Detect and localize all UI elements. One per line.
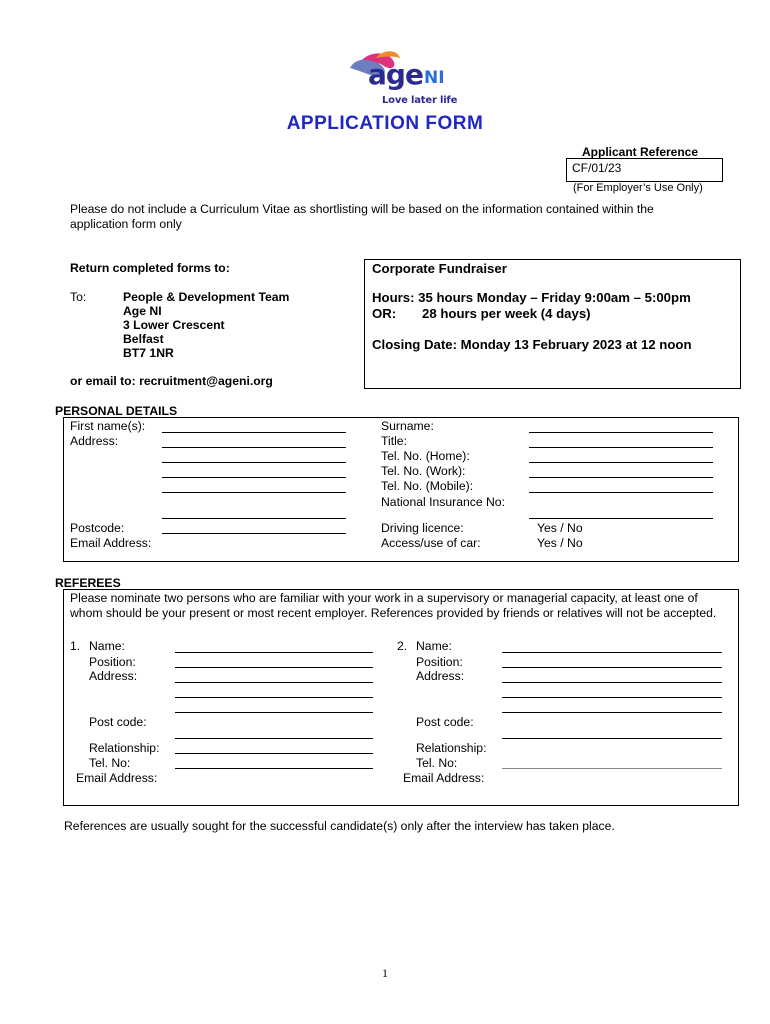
title-input-line[interactable] xyxy=(529,447,713,448)
referee-1-relationship-label: Relationship: xyxy=(89,741,160,755)
referee-2-name-label: Name: xyxy=(416,639,452,653)
referee-1-address-input-line[interactable] xyxy=(175,697,373,698)
referee-1-postcode-label: Post code: xyxy=(89,715,147,729)
referee-1-email-label: Email Address: xyxy=(76,771,158,785)
referee-1-name-input-line[interactable] xyxy=(175,652,373,653)
referee-2-name-input-line[interactable] xyxy=(502,652,722,653)
return-heading: Return completed forms to: xyxy=(70,261,230,275)
car-access-label: Access/use of car: xyxy=(381,536,481,550)
tel-mobile-input-line[interactable] xyxy=(529,492,713,493)
referee-1-email-input-line[interactable] xyxy=(175,768,373,769)
surname-input-line[interactable] xyxy=(529,432,713,433)
address-line: BT7 1NR xyxy=(123,346,174,360)
logo-brand: age xyxy=(368,58,423,91)
postcode-input-line[interactable] xyxy=(162,518,346,519)
job-title: Corporate Fundraiser xyxy=(372,261,507,276)
page-number: 1 xyxy=(382,966,388,980)
referee-2-address-input-line[interactable] xyxy=(502,682,722,683)
tel-home-label: Tel. No. (Home): xyxy=(381,449,470,463)
postcode-label: Postcode: xyxy=(70,521,125,535)
page-title: APPLICATION FORM xyxy=(286,113,484,134)
address-input-line[interactable] xyxy=(162,492,346,493)
referee-1-tel-label: Tel. No: xyxy=(89,756,131,770)
car-access-yes-no[interactable]: Yes / No xyxy=(537,536,583,550)
referee-2-number: 2. xyxy=(397,639,408,653)
referee-2-postcode-label: Post code: xyxy=(416,715,474,729)
referee-1-tel-input-line[interactable] xyxy=(175,753,373,754)
referee-1-name-label: Name: xyxy=(89,639,125,653)
ni-number-input-line[interactable] xyxy=(529,518,713,519)
applicant-reference-field[interactable]: CF/01/23 xyxy=(566,158,723,182)
address-line: Belfast xyxy=(123,332,164,346)
referee-2-relationship-label: Relationship: xyxy=(416,741,487,755)
address-line: 3 Lower Crescent xyxy=(123,318,225,332)
tel-work-input-line[interactable] xyxy=(529,477,713,478)
referee-1-number: 1. xyxy=(70,639,81,653)
referee-1-address-label: Address: xyxy=(89,669,138,683)
email-return-line[interactable]: or email to: recruitment@ageni.org xyxy=(70,374,273,388)
referees-heading: REFEREES xyxy=(55,576,121,590)
referee-2-address-input-line[interactable] xyxy=(502,697,722,698)
referee-2-tel-label: Tel. No: xyxy=(416,756,458,770)
driving-licence-label: Driving licence: xyxy=(381,521,464,535)
personal-details-heading: PERSONAL DETAILS xyxy=(55,404,178,418)
tel-home-input-line[interactable] xyxy=(529,462,713,463)
referees-instructions: Please nominate two persons who are familiar with your work in a supervisory or managerial capacity, at least one of whom should be your present or most recent employer. References provided by friends or relatives will not be accepted. xyxy=(70,591,717,620)
driving-licence-yes-no[interactable]: Yes / No xyxy=(537,521,583,535)
ni-number-label: National Insurance No: xyxy=(381,495,505,509)
referee-2-position-label: Position: xyxy=(416,655,463,669)
first-names-input-line[interactable] xyxy=(162,432,346,433)
address-line: People & Development Team xyxy=(123,290,290,304)
address-line: Age NI xyxy=(123,304,162,318)
intro-text: Please do not include a Curriculum Vitae as shortlisting will be based on the information contained within the application form only xyxy=(70,202,654,231)
address-input-line[interactable] xyxy=(162,477,346,478)
address-label: Address: xyxy=(70,434,119,448)
referee-2-email-label: Email Address: xyxy=(403,771,485,785)
applicant-reference-label: Applicant Reference xyxy=(582,145,699,159)
referee-2-position-input-line[interactable] xyxy=(502,667,722,668)
referee-2-address-label: Address: xyxy=(416,669,465,683)
referee-1-relationship-input-line[interactable] xyxy=(175,738,373,739)
address-input-line[interactable] xyxy=(162,462,346,463)
referee-1-position-input-line[interactable] xyxy=(175,667,373,668)
to-label: To: xyxy=(70,290,87,304)
first-names-label: First name(s): xyxy=(70,419,146,433)
closing-date: Closing Date: Monday 13 February 2023 at 12 noon xyxy=(372,337,692,352)
referee-2-postcode-input-line[interactable] xyxy=(502,712,722,713)
referee-1-position-label: Position: xyxy=(89,655,136,669)
referee-2-relationship-input-line[interactable] xyxy=(502,738,722,739)
logo-tagline: Love later life xyxy=(382,95,458,106)
title-label: Title: xyxy=(381,434,407,448)
tel-mobile-label: Tel. No. (Mobile): xyxy=(381,479,474,493)
email-label: Email Address: xyxy=(70,536,152,550)
references-footnote: References are usually sought for the successful candidate(s) only after the interview has taken place. xyxy=(64,819,615,833)
logo-region: NI xyxy=(424,68,445,88)
surname-label: Surname: xyxy=(381,419,434,433)
email-input-line[interactable] xyxy=(162,533,346,534)
address-input-line[interactable] xyxy=(162,447,346,448)
job-hours: Hours: 35 hours Monday – Friday 9:00am – 5:00pm xyxy=(372,290,691,305)
referee-2-tel-input-line[interactable] xyxy=(502,768,722,769)
job-or-text: 28 hours per week (4 days) xyxy=(422,306,591,321)
job-details-box xyxy=(364,259,741,389)
referee-1-address-input-line[interactable] xyxy=(175,682,373,683)
job-or-label: OR: xyxy=(372,306,397,321)
employer-use-note: (For Employer’s Use Only) xyxy=(573,182,703,194)
tel-work-label: Tel. No. (Work): xyxy=(381,464,466,478)
referee-1-postcode-input-line[interactable] xyxy=(175,712,373,713)
